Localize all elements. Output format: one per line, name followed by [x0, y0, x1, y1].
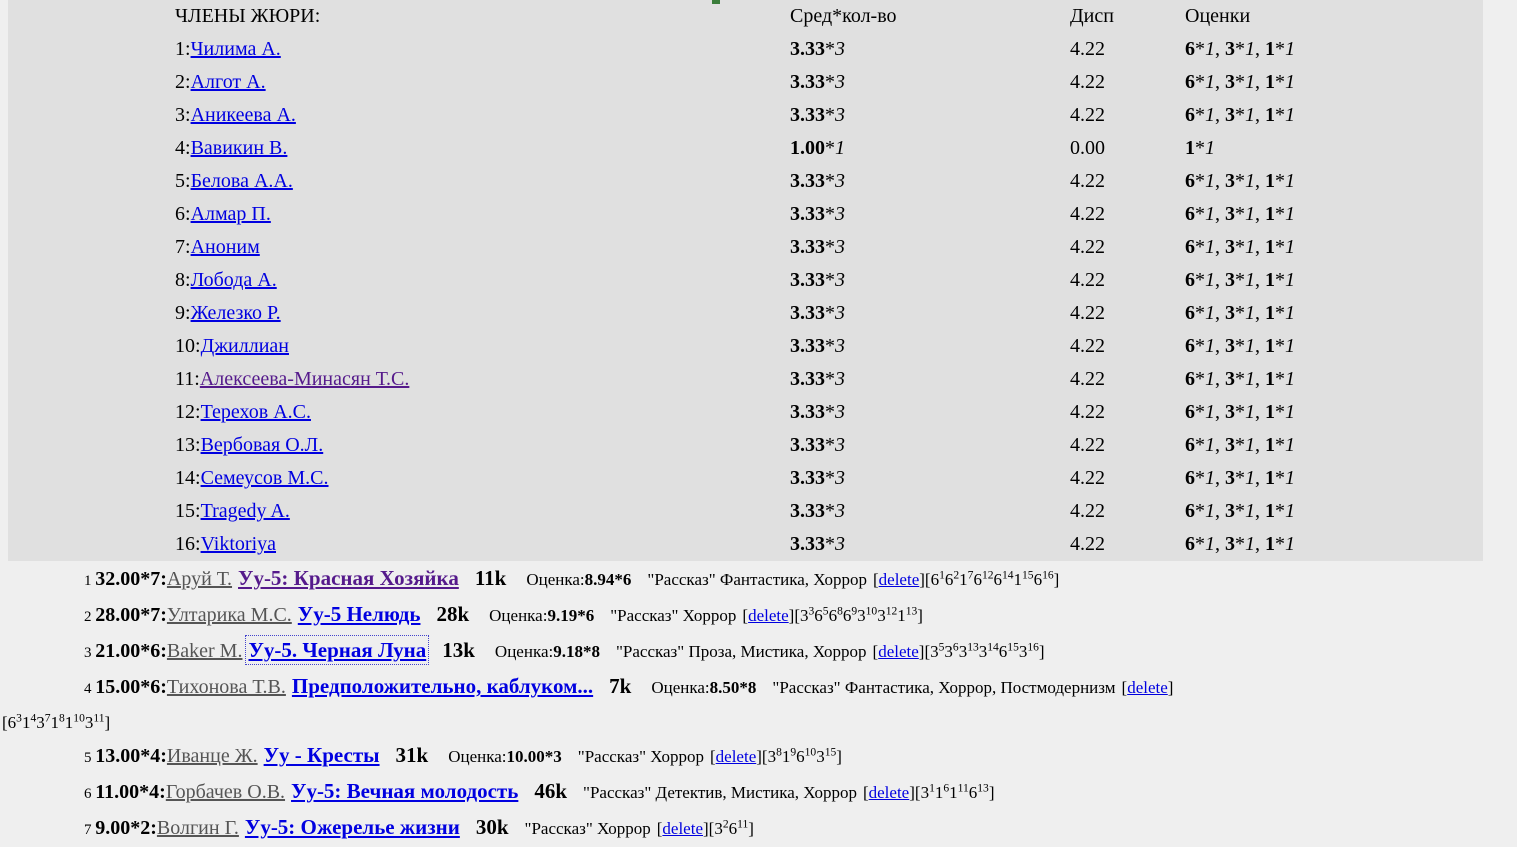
story-rank: 6 — [84, 786, 96, 802]
jury-row — [175, 297, 1483, 330]
story-score: 11.00*4: — [95, 781, 166, 803]
jury-row — [175, 66, 1483, 99]
story-line — [0, 670, 1517, 739]
jury-row-number: 8: — [175, 269, 191, 291]
story-size: 11k — [474, 566, 507, 590]
jury-row-number: 1: — [175, 38, 191, 60]
jury-marks-cell: 6*1, 3*1, 1*1 — [1185, 500, 1295, 522]
story-size: 46k — [534, 779, 568, 803]
jury-disp-cell: 4.22 — [1070, 335, 1105, 357]
jury-marks-cell: 6*1, 3*1, 1*1 — [1185, 302, 1295, 324]
story-rating-value: 9.19*6 — [547, 606, 595, 625]
story-title-link[interactable]: Уу-5. Черная Луна — [248, 638, 427, 662]
jury-row — [175, 231, 1483, 264]
jury-disp-cell: 4.22 — [1070, 500, 1105, 522]
jury-row-number: 6: — [175, 203, 191, 225]
story-line — [0, 775, 1517, 811]
jury-avg-cell: 3.33*3 — [790, 104, 845, 126]
story-score: 28.00*7: — [95, 604, 167, 626]
jury-member-cell — [175, 363, 790, 396]
jury-member-link[interactable]: Вавикин В. — [190, 137, 288, 159]
jury-member-cell — [175, 33, 790, 66]
story-author-link[interactable]: Ултарика М.С. — [166, 604, 292, 626]
jury-row-number: 3: — [175, 104, 191, 126]
jury-marks-cell: 6*1, 3*1, 1*1 — [1185, 170, 1295, 192]
jury-row — [175, 132, 1483, 165]
delete-link[interactable]: delete — [662, 819, 703, 838]
delete-link[interactable]: delete — [715, 747, 757, 766]
jury-row-number: 10: — [175, 335, 201, 357]
jury-member-cell — [175, 132, 790, 165]
jury-table-body — [175, 33, 1483, 561]
jury-member-link[interactable]: Белова А.А. — [190, 170, 293, 192]
jury-row — [175, 33, 1483, 66]
jury-row-number: 7: — [175, 236, 191, 258]
jury-member-cell — [175, 297, 790, 330]
story-author-link[interactable]: Волгин Г. — [156, 817, 239, 839]
story-delete-wrap: [delete] — [709, 747, 762, 766]
jury-member-link[interactable]: Алексеева-Минасян Т.С. — [199, 368, 410, 390]
story-line — [0, 739, 1517, 775]
jury-avg-cell: 3.33*3 — [790, 500, 845, 522]
jury-member-link[interactable]: Tragedy A. — [200, 500, 290, 522]
jury-marks-cell: 6*1, 3*1, 1*1 — [1185, 335, 1295, 357]
jury-member-cell — [175, 330, 790, 363]
jury-row-number: 11: — [175, 368, 200, 390]
story-genre: "Рассказ" Фантастика, Хоррор, Постмодернизм — [772, 678, 1116, 697]
jury-member-link[interactable]: Семеусов М.С. — [200, 467, 329, 489]
jury-disp-cell: 4.22 — [1070, 104, 1105, 126]
jury-disp-cell: 0.00 — [1070, 137, 1105, 159]
story-votes: $[3^53^63^{13}3^{14}6^{15}3^{16}]$ — [924, 640, 1045, 661]
story-rank: 5 — [84, 750, 96, 766]
jury-header-avg: Сред*кол-во — [790, 5, 897, 27]
jury-member-link[interactable]: Алмар П. — [190, 203, 271, 225]
story-author-link[interactable]: Горбачев О.В. — [165, 781, 286, 803]
jury-member-link[interactable]: Алгот А. — [190, 71, 266, 93]
jury-marks-cell: 6*1, 3*1, 1*1 — [1185, 203, 1295, 225]
story-delete-wrap: [delete] — [656, 819, 709, 838]
story-size: 30k — [475, 815, 509, 839]
story-rank: 1 — [84, 573, 96, 589]
jury-row-number: 5: — [175, 170, 191, 192]
jury-avg-cell: 3.33*3 — [790, 203, 845, 225]
jury-member-cell — [175, 429, 790, 462]
story-rating-value: 9.18*8 — [553, 642, 600, 661]
jury-row-number: 14: — [175, 467, 201, 489]
jury-row-number: 15: — [175, 500, 201, 522]
jury-avg-cell: 1.00*1 — [790, 137, 845, 159]
jury-header-marks: Оценки — [1185, 5, 1251, 27]
story-title-link[interactable]: Уу-5: Красная Хозяйка — [238, 566, 459, 590]
story-title-link[interactable]: Уу - Кресты — [263, 743, 380, 767]
story-size: 31k — [395, 743, 429, 767]
jury-disp-cell: 4.22 — [1070, 302, 1105, 324]
jury-member-link[interactable]: Железко Р. — [190, 302, 281, 324]
jury-marks-cell: 6*1, 3*1, 1*1 — [1185, 467, 1295, 489]
jury-member-cell — [175, 99, 790, 132]
jury-member-cell — [175, 264, 790, 297]
delete-link[interactable]: delete — [748, 606, 789, 625]
story-author-link[interactable]: Baker M. — [166, 640, 243, 662]
jury-avg-cell: 3.33*3 — [790, 335, 845, 357]
jury-row-number: 13: — [175, 434, 201, 456]
jury-avg-cell: 3.33*3 — [790, 467, 845, 489]
jury-row-number: 2: — [175, 71, 191, 93]
jury-row — [175, 462, 1483, 495]
jury-avg-cell: 3.33*3 — [790, 401, 845, 423]
story-votes: $[3^26^{11}]$ — [708, 817, 754, 838]
jury-member-link[interactable]: Аникеева А. — [190, 104, 296, 126]
jury-row — [175, 198, 1483, 231]
story-votes: $[3^81^96^{10}3^{15}]$ — [761, 745, 842, 766]
story-rating-label: Оценка: — [448, 747, 507, 766]
jury-member-cell — [175, 462, 790, 495]
jury-disp-cell: 4.22 — [1070, 401, 1105, 423]
story-score: 9.00*2: — [95, 817, 157, 839]
story-line — [0, 562, 1517, 598]
jury-row — [175, 429, 1483, 462]
jury-row — [175, 363, 1483, 396]
jury-disp-cell: 4.22 — [1070, 269, 1105, 291]
story-genre: "Рассказ" Хоррор — [524, 819, 651, 838]
jury-marks-cell: 6*1, 3*1, 1*1 — [1185, 38, 1295, 60]
jury-row-number: 12: — [175, 401, 201, 423]
jury-marks-cell: 6*1, 3*1, 1*1 — [1185, 533, 1295, 555]
jury-member-cell — [175, 231, 790, 264]
jury-table — [8, 0, 1483, 561]
story-size: 7k — [609, 674, 632, 698]
story-score: 32.00*7: — [95, 568, 167, 590]
jury-row — [175, 264, 1483, 297]
jury-marks-cell: 6*1, 3*1, 1*1 — [1185, 71, 1295, 93]
story-score: 21.00*6: — [95, 640, 167, 662]
story-score: 15.00*6: — [95, 676, 167, 698]
jury-avg-cell: 3.33*3 — [790, 38, 845, 60]
story-genre: "Рассказ" Проза, Мистика, Хоррор — [615, 642, 867, 661]
jury-disp-cell: 4.22 — [1070, 368, 1105, 390]
jury-disp-cell: 4.22 — [1070, 533, 1105, 555]
story-size: 28k — [436, 602, 470, 626]
cutoff-green-mark — [712, 0, 720, 4]
story-list — [0, 562, 1517, 847]
story-rank: 3 — [84, 645, 96, 661]
story-line — [0, 634, 1517, 670]
story-rating-value: 8.50*8 — [709, 678, 757, 697]
story-votes: $[3^36^56^86^93^{10}3^{12}1^{13}]$ — [794, 604, 923, 625]
story-rating-label: Оценка: — [526, 570, 585, 589]
jury-row — [175, 165, 1483, 198]
jury-disp-cell: 4.22 — [1070, 170, 1105, 192]
jury-member-link[interactable]: Чилима А. — [190, 38, 281, 60]
jury-member-cell — [175, 198, 790, 231]
story-title-link[interactable]: Предположительно, каблуком... — [291, 674, 594, 698]
jury-member-link[interactable]: Лобода А. — [190, 269, 277, 291]
jury-disp-cell: 4.22 — [1070, 434, 1105, 456]
story-line — [0, 811, 1517, 847]
story-delete-wrap: [delete] — [862, 783, 915, 802]
delete-link[interactable]: delete — [878, 642, 919, 661]
story-rating-label: Оценка: — [489, 606, 548, 625]
story-genre: "Рассказ" Хоррор — [610, 606, 737, 625]
jury-avg-cell: 3.33*3 — [790, 368, 845, 390]
jury-marks-cell: 1*1 — [1185, 137, 1215, 159]
story-line — [0, 598, 1517, 634]
story-delete-wrap: [delete] — [1121, 678, 1174, 697]
jury-avg-cell: 3.33*3 — [790, 71, 845, 93]
jury-member-cell — [175, 528, 790, 561]
story-author-link[interactable]: Аруй Т. — [166, 568, 233, 590]
jury-marks-cell: 6*1, 3*1, 1*1 — [1185, 236, 1295, 258]
story-delete-wrap: [delete] — [872, 642, 925, 661]
story-delete-wrap: [delete] — [872, 570, 925, 589]
story-rating-value: 8.94*6 — [584, 570, 632, 589]
story-rank: 7 — [84, 822, 96, 838]
jury-row — [175, 495, 1483, 528]
story-score: 13.00*4: — [95, 745, 167, 767]
jury-member-cell — [175, 396, 790, 429]
story-votes: $[3^11^61^{11}6^{13}]$ — [914, 781, 995, 802]
jury-disp-cell: 4.22 — [1070, 203, 1105, 225]
jury-row-number: 16: — [175, 533, 201, 555]
story-delete-wrap: [delete] — [742, 606, 795, 625]
jury-avg-cell: 3.33*3 — [790, 170, 845, 192]
jury-marks-cell: 6*1, 3*1, 1*1 — [1185, 401, 1295, 423]
jury-member-link[interactable]: Аноним — [190, 236, 260, 258]
jury-marks-cell: 6*1, 3*1, 1*1 — [1185, 269, 1295, 291]
jury-disp-cell: 4.22 — [1070, 236, 1105, 258]
jury-member-link[interactable]: Вербовая О.Л. — [200, 434, 324, 456]
story-title-link[interactable]: Уу-5: Вечная молодость — [291, 779, 519, 803]
jury-row-number: 9: — [175, 302, 191, 324]
jury-row — [175, 528, 1483, 561]
jury-member-link[interactable]: Viktoriya — [200, 533, 277, 555]
story-rating-label: Оценка: — [494, 642, 554, 661]
jury-header-disp: Дисп — [1070, 5, 1114, 27]
jury-avg-cell: 3.33*3 — [790, 434, 845, 456]
jury-avg-cell: 3.33*3 — [790, 236, 845, 258]
jury-member-cell — [175, 165, 790, 198]
story-genre: "Рассказ" Хоррор — [577, 747, 704, 766]
jury-row — [175, 396, 1483, 429]
story-rating-value: 10.00*3 — [506, 747, 562, 766]
jury-disp-cell: 4.22 — [1070, 467, 1105, 489]
story-title-link[interactable]: Уу-5 Нелюдь — [297, 602, 421, 626]
jury-disp-cell: 4.22 — [1070, 71, 1105, 93]
jury-disp-cell: 4.22 — [1070, 38, 1105, 60]
jury-member-link[interactable]: Терехов А.С. — [200, 401, 311, 423]
jury-table-header — [175, 0, 1483, 33]
story-genre: "Рассказ" Детектив, Мистика, Хоррор — [583, 783, 857, 802]
jury-avg-cell: 3.33*3 — [790, 302, 845, 324]
jury-row-number: 4: — [175, 137, 191, 159]
story-size: 13k — [442, 638, 475, 662]
story-votes: $[6^31^43^71^81^{10}3^{11}]$ — [2, 711, 111, 732]
jury-marks-cell: 6*1, 3*1, 1*1 — [1185, 368, 1295, 390]
jury-header-members: ЧЛЕНЫ ЖЮРИ: — [175, 5, 321, 27]
jury-row — [175, 330, 1483, 363]
jury-avg-cell: 3.33*3 — [790, 269, 845, 291]
jury-member-link[interactable]: Джиллиан — [200, 335, 289, 357]
jury-member-cell — [175, 66, 790, 99]
story-title-link[interactable]: Уу-5: Ожерелье жизни — [244, 815, 460, 839]
delete-link[interactable]: delete — [1127, 678, 1168, 697]
story-rank: 4 — [84, 681, 96, 697]
jury-member-cell — [175, 495, 790, 528]
story-rating-label: Оценка: — [651, 678, 710, 697]
story-rank: 2 — [84, 609, 96, 625]
jury-marks-cell: 6*1, 3*1, 1*1 — [1185, 104, 1295, 126]
jury-row — [175, 99, 1483, 132]
story-genre: "Рассказ" Фантастика, Хоррор — [647, 570, 867, 589]
jury-marks-cell: 6*1, 3*1, 1*1 — [1185, 434, 1295, 456]
delete-link[interactable]: delete — [868, 783, 910, 802]
jury-avg-cell: 3.33*3 — [790, 533, 845, 555]
story-votes: $[6^16^21^76^{12}6^{14}1^{15}6^{16}]$ — [924, 568, 1060, 589]
story-author-link[interactable]: Иванце Ж. — [166, 745, 258, 767]
story-author-link[interactable]: Тихонова Т.В. — [166, 676, 286, 698]
delete-link[interactable]: delete — [878, 570, 920, 589]
